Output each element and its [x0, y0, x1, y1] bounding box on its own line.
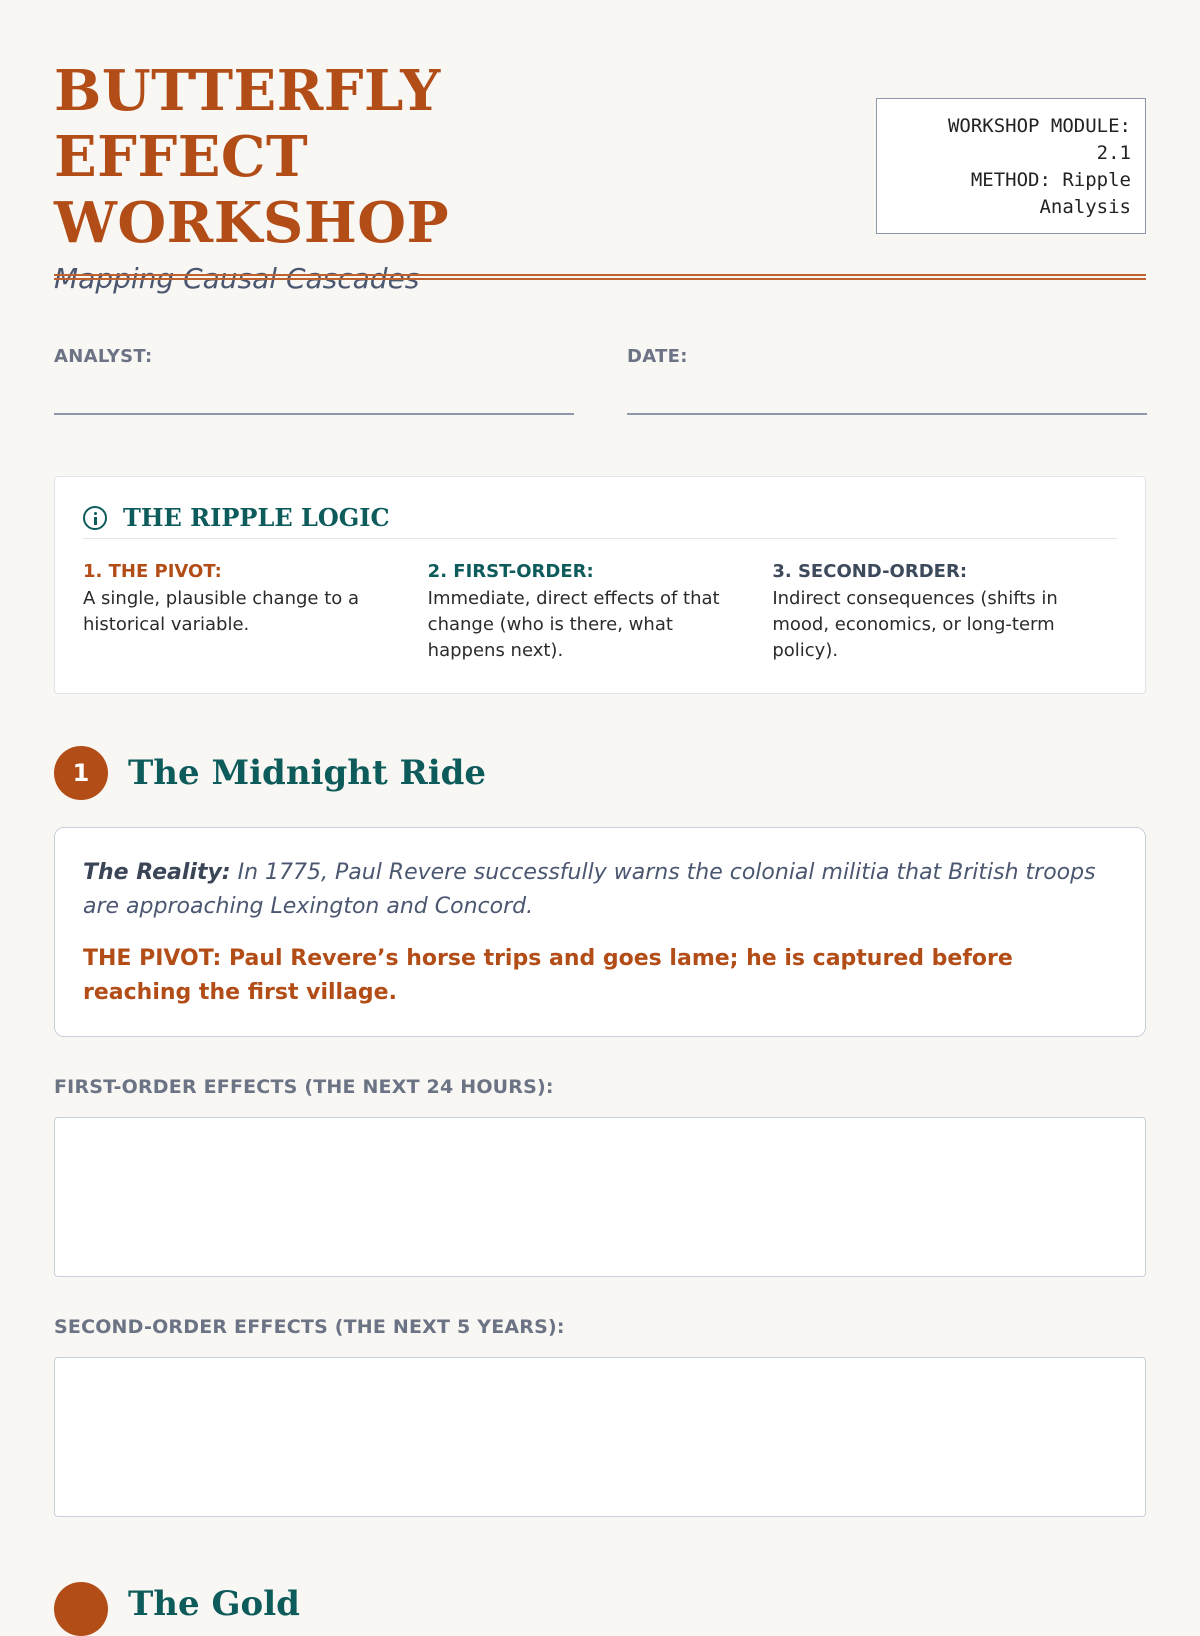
- step-title: 2. FIRST-ORDER:: [427, 561, 594, 582]
- section-title: The Midnight Ride: [128, 753, 487, 793]
- info-icon: [83, 506, 107, 530]
- reality-body: In 1775, Paul Revere successfully warns the colonial militia that British troops are approaching Lexington and Concord.: [83, 860, 1096, 919]
- reality-label: The Reality:: [83, 860, 231, 885]
- reality-text: [83, 856, 1117, 924]
- analyst-label: ANALYST:: [54, 346, 153, 367]
- method-line: METHOD: Ripple: [970, 169, 1131, 191]
- step-title: 1. THE PIVOT:: [83, 561, 222, 582]
- step-title: 3. SECOND-ORDER:: [772, 561, 968, 582]
- pivot-text: THE PIVOT: Paul Revere’s horse trips and goes lame; he is captured before reaching the first village.: [83, 946, 1013, 1005]
- module-info-box: [876, 98, 1146, 234]
- section-2-header: [54, 1582, 300, 1624]
- method-name: Analysis: [1039, 196, 1131, 218]
- step-pivot: [83, 561, 428, 664]
- section-number-badge: 1: [54, 746, 108, 800]
- step-text: Indirect consequences (shifts in mood, economics, or long-term policy).: [772, 588, 1058, 661]
- date-field[interactable]: [627, 346, 1147, 415]
- section-number-badge: [54, 1582, 108, 1636]
- second-order-label: SECOND-ORDER EFFECTS (THE NEXT 5 YEARS):: [54, 1316, 565, 1338]
- page-subtitle: Mapping Causal Cascades: [54, 262, 420, 295]
- analyst-input-line[interactable]: [54, 413, 574, 415]
- module-line: WORKSHOP MODULE:: [947, 115, 1131, 137]
- section-1-header: [54, 746, 486, 800]
- ripple-logic-title: THE RIPPLE LOGIC: [123, 503, 390, 532]
- step-second-order: [772, 561, 1117, 664]
- module-number: 2.1: [1096, 142, 1131, 164]
- step-text: A single, plausible change to a historical variable.: [83, 588, 360, 635]
- second-order-answer-box[interactable]: [54, 1357, 1146, 1517]
- step-text: Immediate, direct effects of that change (who is there, what happens next).: [427, 588, 720, 661]
- first-order-answer-box[interactable]: [54, 1117, 1146, 1277]
- ripple-logic-box: [54, 476, 1146, 694]
- date-input-line[interactable]: [627, 413, 1147, 415]
- scenario-box: [54, 827, 1146, 1037]
- date-label: DATE:: [627, 346, 688, 367]
- section-title: The Gold: [128, 1584, 300, 1624]
- page-title: BUTTERFLY EFFECT WORKSHOP: [54, 58, 450, 256]
- ripple-logic-header: [83, 503, 1117, 539]
- first-order-label: FIRST-ORDER EFFECTS (THE NEXT 24 HOURS):: [54, 1076, 554, 1098]
- header-divider: [54, 274, 1146, 280]
- step-first-order: [428, 561, 773, 664]
- header: [54, 58, 1146, 295]
- ripple-logic-steps: [83, 561, 1117, 664]
- analyst-field[interactable]: [54, 346, 574, 415]
